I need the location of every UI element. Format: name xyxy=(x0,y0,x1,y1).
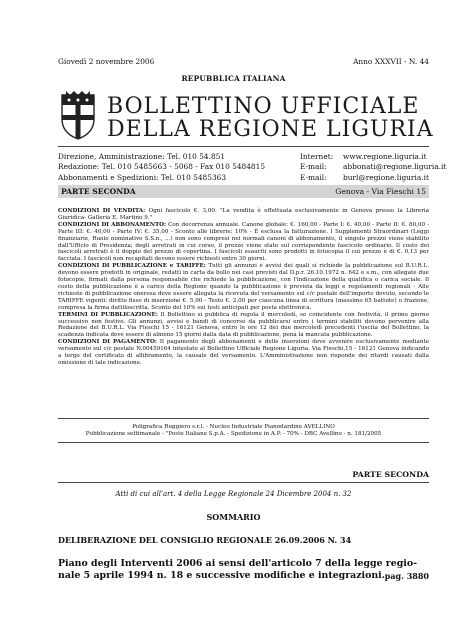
contact-line: Abbonamenti e Spedizioni: Tel. 010 5485363 xyxy=(58,172,227,182)
condition-heading: CONDIZIONI DI ABBONAMENTO: xyxy=(58,221,167,228)
section-subtitle: Atti di cui all'art. 4 della Legge Regionale 24 Dicembre 2004 n. 32 xyxy=(115,490,352,498)
section-title: PARTE SECONDA xyxy=(352,470,429,479)
condition-heading: CONDIZIONI DI VENDITA: xyxy=(58,208,146,214)
region-crest-icon xyxy=(58,89,98,141)
printer-line: Poligrafica Ruggiero s.r.l. - Nucleo Industriale Pianodardine AVELLINO xyxy=(132,424,335,430)
issue-number: Anno XXXVII - N. 44 xyxy=(353,57,429,66)
summary-entry-line1: Piano degli Interventi 2006 ai sensi dell'articolo 7 della legge regio- xyxy=(58,558,417,569)
summary-entry-page: pag. 3880 xyxy=(384,571,429,581)
contact-web xyxy=(300,152,446,183)
contact-email-abbonati xyxy=(300,162,446,172)
printer-info xyxy=(0,424,467,439)
contact-line: Direzione, Amministrazione: Tel. 010 54.851 xyxy=(58,152,226,161)
summary-heading: SOMMARIO xyxy=(206,512,261,522)
summary-entry[interactable] xyxy=(58,558,429,582)
condition-text: Tutti gli annunzi e avvisi dei quali si richiede la pubblicazione sul B.U.R.L. devono essere prodotti in originale, redatti in carta da bollo nei casi previsti dal D.p.r. 26.10.1972 n. 642 e s.m., con allegate due fotocopie, firmati dalla persona responsabile che richiede la pubblicazione, con l'indicazione della qualifica o carica sociale. Il costo della pubblicazione è a carico della Regione quando la pubblicazione è prevista da leggi e regolamenti regionali - Alle richieste di pubblicazione onerosa deve essere allegata la ricevuta del versamento sul c/c postale dell'importo dovuto, secondo le TARIFFE vigenti: diritto fisso di inserzione €. 5,00 - Testo €. 2,00 per ciascuna linea di scrittura (massimo 65 battute) o frazione, compresa la firma dattiloscritta. Sconto del 10% sui testi anticipati per posta elettronica. xyxy=(58,263,430,311)
band-address: Genova - Via Fieschi 15 xyxy=(335,187,426,196)
printer-divider-bottom xyxy=(58,442,429,443)
band-section-label: PARTE SECONDA xyxy=(61,187,136,196)
conditions-block xyxy=(58,208,429,367)
condition-paragraph xyxy=(58,208,429,222)
condition-text: Ogni fascicolo €. 3,00. "La vendita è effettuata esclusivamente in Genova presso la Libreria Giuridica- Galleria E. Martino 9." xyxy=(58,208,430,221)
contact-label: Internet: xyxy=(300,152,334,161)
condition-heading: TERMINI DI PUBBLICAZIONE: xyxy=(58,311,158,318)
masthead-title-line2: DELLA REGIONE LIGURIA xyxy=(107,117,434,142)
contact-internet xyxy=(300,152,446,162)
masthead-divider xyxy=(58,146,429,147)
masthead-title-line1: BOLLETTINO UFFICIALE xyxy=(107,94,420,119)
summary-entry-line2: nale 5 aprile 1994 n. 18 e successive modifiche e integrazioni. xyxy=(58,570,386,581)
printer-line: Pubblicazione settimanale - "Poste Italiane S.p.A. - Spedizione in A.P. - 70% - DBC Avellino - n. 181/2005 xyxy=(85,431,382,438)
condition-paragraph xyxy=(58,339,429,367)
summary-deliberation: DELIBERAZIONE DEL CONSIGLIO REGIONALE 26.09.2006 N. 34 xyxy=(58,535,352,545)
contact-email-burl xyxy=(300,173,446,183)
section-band xyxy=(58,185,429,198)
condition-paragraph xyxy=(58,263,429,311)
section-divider xyxy=(58,482,429,483)
republic-heading: REPUBBLICA ITALIANA xyxy=(181,74,286,83)
condition-heading: CONDIZIONI DI PAGAMENTO: xyxy=(58,339,157,346)
condition-paragraph xyxy=(58,312,429,340)
email-link-abbonati[interactable]: abbonati@regione.liguria.it xyxy=(343,162,447,172)
contact-phones xyxy=(58,152,265,183)
contact-label: E-mail: xyxy=(300,162,327,172)
printer-divider xyxy=(58,418,429,419)
condition-heading: CONDIZIONI DI PUBBLICAZIONE e TARIFFE: xyxy=(58,263,206,270)
website-link[interactable]: www.regione.liguria.it xyxy=(343,152,427,161)
condition-text: Il Bollettino si pubblica di regola il mercoledì, se coincidente con festività, il primo giorno successivo non festivo. Gli annunzi, avvisi e bandi di concorso da pubblicarsi entro i termini stabiliti devono pervenire alla Redazione del B.U.R.L. Via Fieschi 15 - 16121 Genova, entro le ore 12 dei due mercoledì precedenti l'uscita del Bollettino, la scadenza indicata deve essere di almeno 15 giorni dalla data di pubblicazione, pena la mancata pubblicazione. xyxy=(58,311,430,339)
contact-label: E-mail: xyxy=(300,172,327,182)
issue-date: Giovedì 2 novembre 2006 xyxy=(58,57,155,66)
contact-line: Redazione: Tel. 010 5485663 - 5068 - Fax 010 5484815 xyxy=(58,162,266,172)
condition-text: Con decorrenza annuale. Canone globale: €. 160,00 - Parte I: €. 40,00 - Parte II: €. 80,00 - Parte III: €. 40,00 - Parte IV: €. 35,00 - Sconto alle librerie: 10% - È esclusa la fatturazione. I Supplementi Straordinari (Leggi finanziarie, Ruolo nominativo S.S.n., ...) non sono compresi nei normali canoni di abbonamento, il singolo prezzo viene stabilito dall'Ufficio di Presidenza; degli arretrati in cui corso, il prezzo viene stato sul corrispondente fascicolo ordinario. Il costo dei fascicoli arretrati è il doppio del prezzo di copertina. I fascicoli esauriti sono prodotti in fotocopia il cui prezzo è di €. 0,13 per facciata. I fascicoli non recapitati devono essere richiesti entro 30 giorni. xyxy=(58,221,429,263)
condition-text: Il pagamento degli abbonamenti e delle inserzioni deve avvenire esclusivamente mediante versamento sul c/c postale N.00459164 intestato al Bollettino Ufficiale Regione Liguria, Via Fieschi,15 - 16121 Genova indicando a tergo del certificato di allibramento, la causale del versamento. L'Amministrazione non risponde dei ritardi causati dalla omissione di tale indicazione. xyxy=(58,339,430,366)
email-link-burl[interactable]: burl@regione.liguria.it xyxy=(343,172,429,182)
condition-paragraph xyxy=(58,222,429,263)
